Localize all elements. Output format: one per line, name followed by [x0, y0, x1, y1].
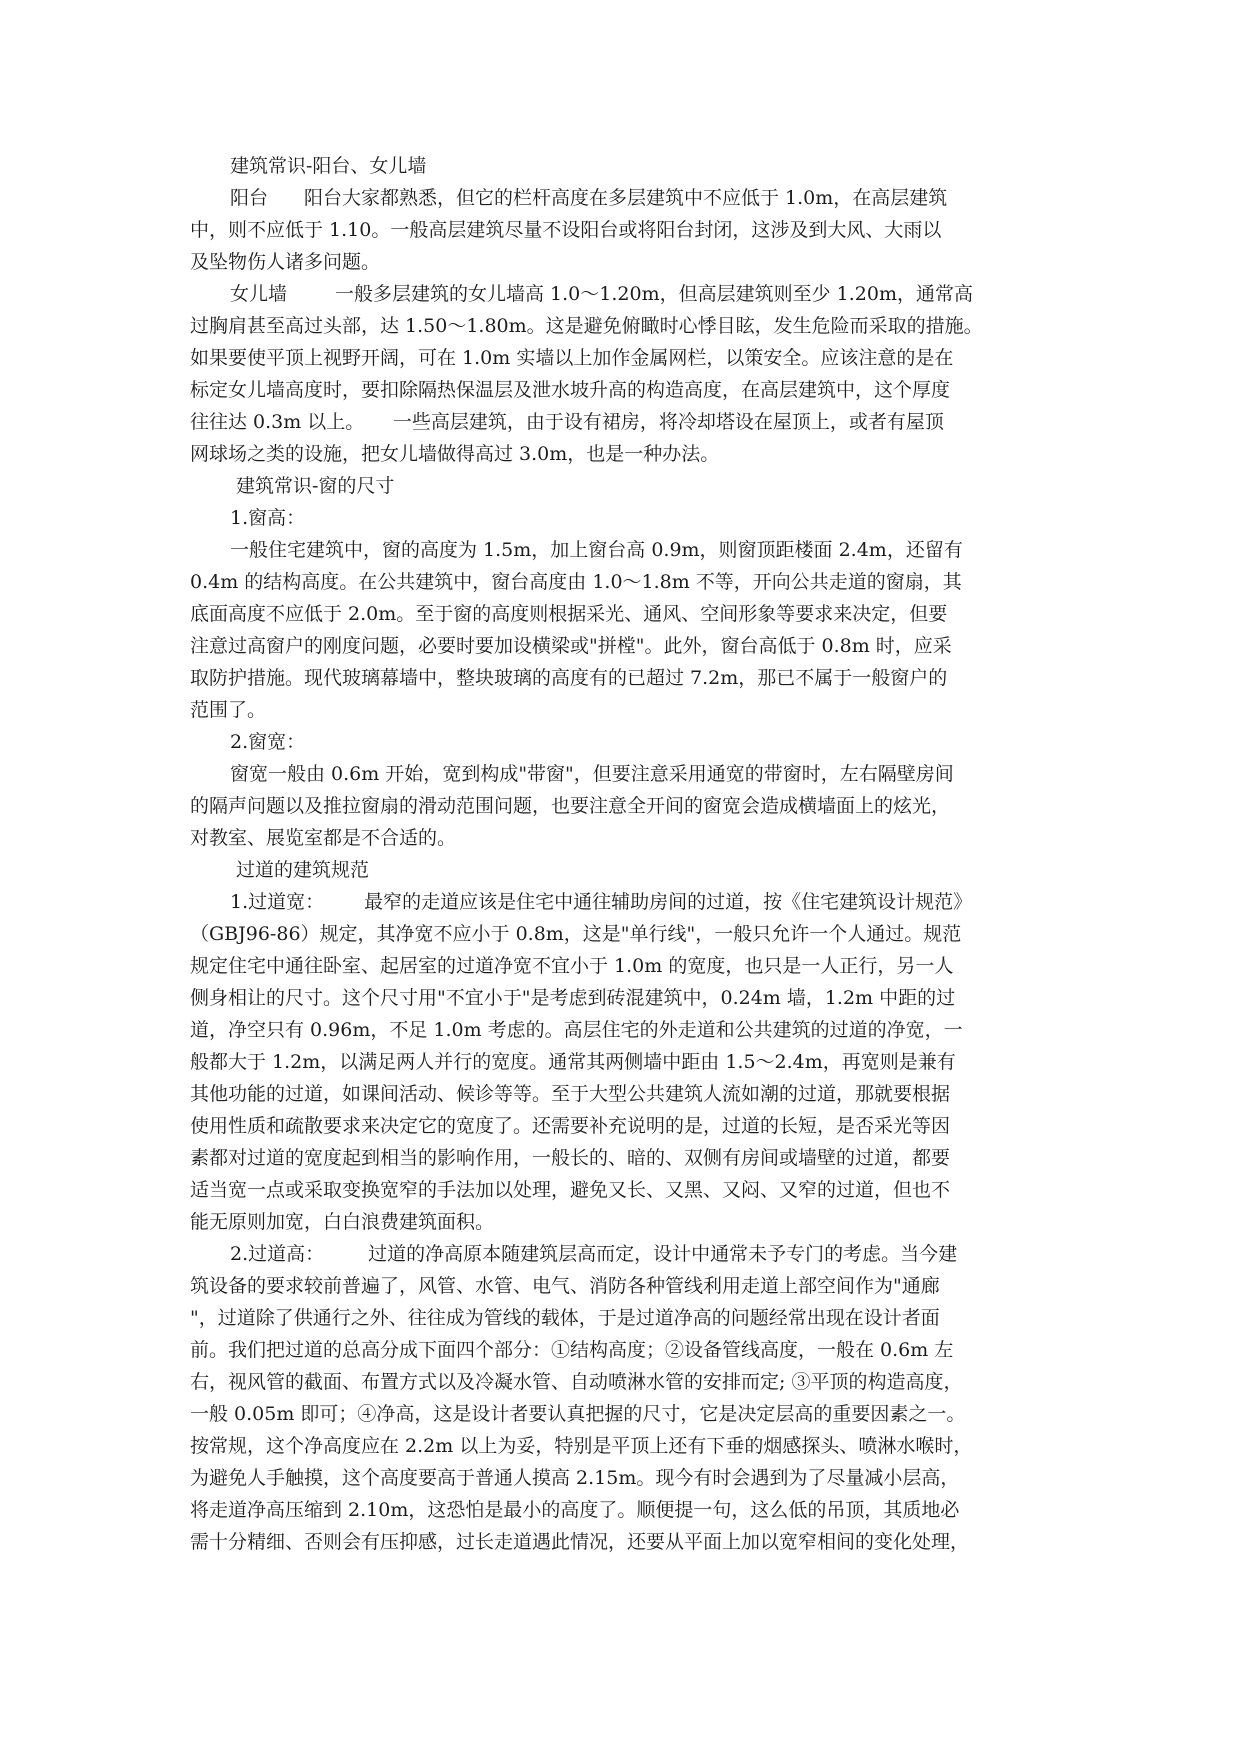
paragraph-line: 范围了。	[190, 699, 267, 721]
paragraph-label: 2.窗宽：	[230, 731, 306, 753]
paragraph-label: 女儿墙	[230, 283, 288, 305]
paragraph-line: "，过道除了供通行之外、往往成为管线的载体，于是过道净高的问题经常出现在设计者面	[190, 1307, 940, 1329]
paragraph-line: 道，净空只有 0.96m，不足 1.0m 考虑的。高层住宅的外走道和公共建筑的过道的净宽，一	[190, 1019, 963, 1041]
section-title-window-size: 建筑常识-窗的尺寸	[236, 475, 395, 497]
paragraph-line: 一般 0.05m 即可；④净高，这是设计者要认真把握的尺寸，它是决定层高的重要因素之一。	[190, 1403, 966, 1425]
paragraph-label: 1.窗高：	[230, 507, 306, 529]
paragraph-line: 规定住宅中通往卧室、起居室的过道净宽不宜小于 1.0m 的宽度，也只是一人正行，另一人	[190, 955, 954, 977]
paragraph-label: 2.过道高：	[230, 1243, 325, 1265]
paragraph-line: 前。我们把过道的总高分成下面四个部分：①结构高度；②设备管线高度，一般在 0.6m 左	[190, 1339, 954, 1361]
paragraph-line: 素都对过道的宽度起到相当的影响作用，一般长的、暗的、双侧有房间或墙壁的过道，都要	[190, 1147, 951, 1169]
paragraph-line: 2.过道高： 过道的净高原本随建筑层高而定，设计中通常未予专门的考虑。当今建	[230, 1243, 958, 1265]
paragraph-line: 为避免人手触摸，这个高度要高于普通人摸高 2.15m。现今有时会遇到为了尽量减小层高，	[190, 1467, 960, 1489]
paragraph-line: 窗宽一般由 0.6m 开始，宽到构成"带窗"，但要注意采用通宽的带窗时，左右隔壁房间	[230, 763, 954, 785]
paragraph-line: 一般住宅建筑中，窗的高度为 1.5m，加上窗台高 0.9m，则窗顶距楼面 2.4m，还留有	[230, 539, 963, 561]
paragraph-line: 阳台 阳台大家都熟悉，但它的栏杆高度在多层建筑中不应低于 1.0m，在高层建筑	[230, 187, 948, 209]
paragraph-line: 般都大于 1.2m，以满足两人并行的宽度。通常其两侧墙中距由 1.5～2.4m，再宽则是兼有	[190, 1051, 956, 1073]
paragraph-line: 能无原则加宽，白白浪费建筑面积。	[190, 1211, 495, 1233]
paragraph-line: 其他功能的过道，如课间活动、候诊等等。至于大型公共建筑人流如潮的过道，那就要根据	[190, 1083, 951, 1105]
paragraph-line: 及坠物伤人诸多问题。	[190, 251, 381, 273]
paragraph-line: 适当宽一点或采取变换宽窄的手法加以处理，避免又长、又黑、又闷、又窄的过道，但也不	[190, 1179, 951, 1201]
section-title-balcony: 建筑常识-阳台、女儿墙	[230, 155, 427, 177]
paragraph-line: 标定女儿墙高度时，要扣除隔热保温层及泄水坡升高的构造高度，在高层建筑中，这个厚度	[190, 379, 951, 401]
paragraph-line: 将走道净高压缩到 2.10m，这恐怕是最小的高度了。顺便提一句，这么低的吊顶，其质地必	[190, 1499, 960, 1521]
paragraph-line: 中，则不应低于 1.10。一般高层建筑尽量不设阳台或将阳台封闭，这涉及到大风、大雨以	[190, 219, 942, 241]
section-title-corridor: 过道的建筑规范	[236, 859, 370, 881]
paragraph-line: 使用性质和疏散要求来决定它的宽度了。还需要补充说明的是，过道的长短，是否采光等因	[190, 1115, 951, 1137]
paragraph-line: 底面高度不应低于 2.0m。至于窗的高度则根据采光、通风、空间形象等要求来决定，但要	[190, 603, 948, 625]
paragraph-line: （GBJ96-86）规定，其净宽不应小于 0.8m，这是"单行线"，一般只允许一个人通过。规范	[190, 923, 962, 945]
paragraph-line: 右，视风管的截面、布置方式以及冷凝水管、自动喷淋水管的安排而定; ③平顶的构造高度，	[190, 1371, 963, 1393]
paragraph-line: 注意过高窗户的刚度问题，必要时要加设横梁或"拼樘"。此外，窗台高低于 0.8m 时，应采	[190, 635, 952, 657]
paragraph-line: 过胸肩甚至高过头部，达 1.50～1.80m。这是避免俯瞰时心悸目眩，发生危险而采取的措施。	[190, 315, 983, 337]
paragraph-line: 0.4m 的结构高度。在公共建筑中，窗台高度由 1.0～1.8m 不等，开向公共走道的窗扇，其	[190, 571, 962, 593]
paragraph-line: 的隔声问题以及推拉窗扇的滑动范围问题，也要注意全开间的窗宽会造成横墙面上的炫光，	[190, 795, 951, 817]
paragraph-line: 网球场之类的设施，把女儿墙做得高过 3.0m，也是一种办法。	[190, 443, 720, 465]
paragraph-line: 按常规，这个净高度应在 2.2m 以上为妥，特别是平顶上还有下垂的烟感探头、喷淋水喉时，	[190, 1435, 973, 1457]
paragraph-label: 1.过道宽：	[230, 891, 325, 913]
paragraph-line: 需十分精细、否则会有压抑感，过长走道遇此情况，还要从平面上加以宽窄相间的变化处理，	[190, 1531, 970, 1553]
paragraph-line: 对教室、展览室都是不合适的。	[190, 827, 457, 849]
paragraph-line: 取防护措施。现代玻璃幕墙中，整块玻璃的高度有的已超过 7.2m，那已不属于一般窗户的	[190, 667, 948, 689]
document-body	[190, 150, 1055, 1558]
paragraph-line: 侧身相让的尺寸。这个尺寸用"不宜小于"是考虑到砖混建筑中，0.24m 墙，1.2m 中距的过	[190, 987, 956, 1009]
paragraph-label: 阳台	[230, 187, 269, 209]
paragraph-line: 筑设备的要求较前普遍了，风管、水管、电气、消防各种管线利用走道上部空间作为"通廊	[190, 1275, 940, 1297]
paragraph-line: 如果要使平顶上视野开阔，可在 1.0m 实墙以上加作金属网栏，以策安全。应该注意的是在	[190, 347, 954, 369]
paragraph-line: 往往达 0.3m 以上。 一些高层建筑，由于设有裙房，将冷却塔设在屋顶上，或者有屋顶	[190, 411, 944, 433]
paragraph-line: 女儿墙 一般多层建筑的女儿墙高 1.0～1.20m，但高层建筑则至少 1.20m，通常高	[230, 283, 973, 305]
paragraph-line: 1.过道宽： 最窄的走道应该是住宅中通往辅助房间的过道，按《住宅建筑设计规范》	[230, 891, 973, 913]
